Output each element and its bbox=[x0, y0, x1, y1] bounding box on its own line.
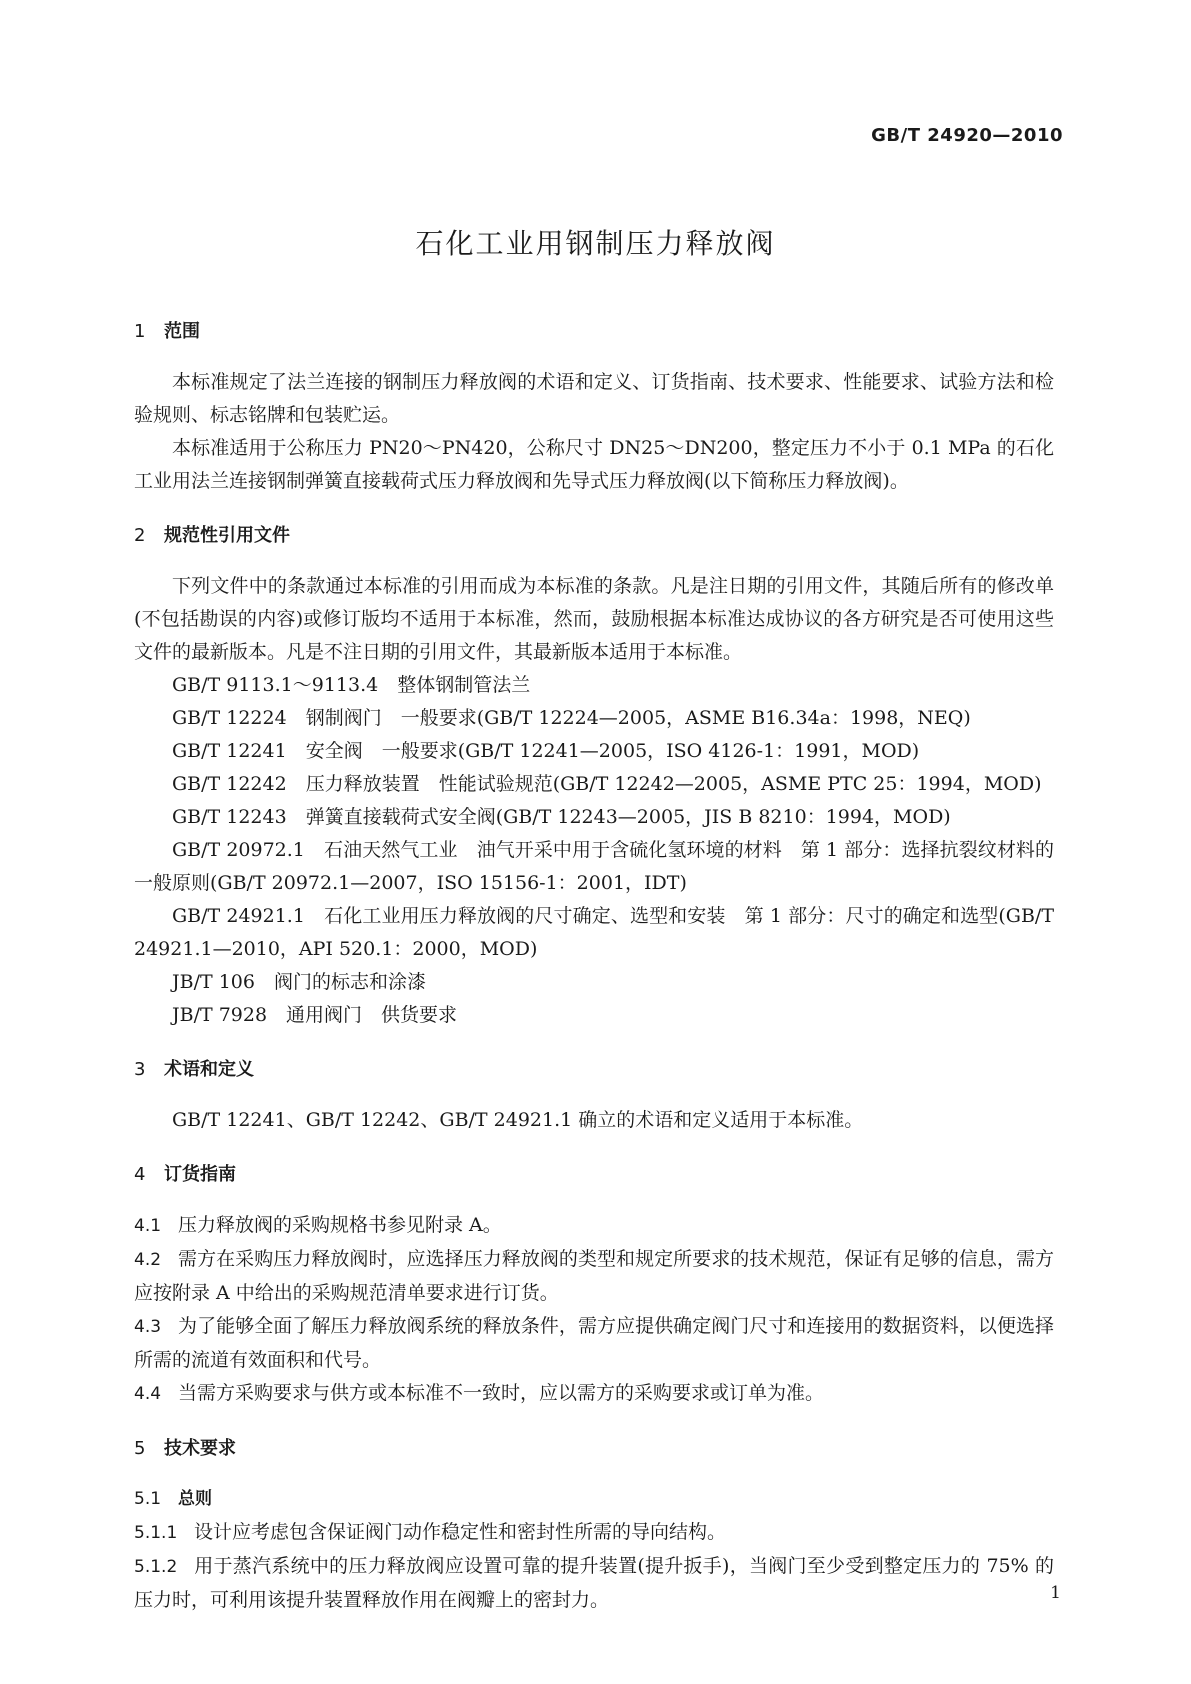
clause-number: 4.1 bbox=[134, 1216, 162, 1236]
section-heading-terms-definitions bbox=[134, 1056, 1054, 1084]
clause-text: 当需方采购要求与供方或本标准不一致时，应以需方的采购要求或订单为准。 bbox=[178, 1382, 825, 1404]
clause-number: 4.3 bbox=[134, 1317, 162, 1337]
scope-paragraph: 本标准适用于公称压力 PN20～PN420，公称尺寸 DN25～DN200，整定压力不小于 0.1 MPa 的石化工业用法兰连接钢制弹簧直接载荷式压力释放阀和先导式压力释放阀(以下简称压力释放阀)。 bbox=[134, 437, 1054, 492]
clause-number: 5.1.1 bbox=[134, 1523, 178, 1543]
reference-item: GB/T 20972.1 石油天然气工业 油气开采中用于含硫化氢环境的材料 第 1 部分：选择抗裂纹材料的一般原则(GB/T 20972.1—2007，ISO 15156-1：2001，IDT) bbox=[134, 839, 1054, 894]
section-heading-scope bbox=[134, 318, 1054, 346]
terms-paragraph: GB/T 12241、GB/T 12242、GB/T 24921.1 确立的术语和定义适用于本标准。 bbox=[172, 1109, 864, 1131]
reference-item: GB/T 12243 弹簧直接载荷式安全阀(GB/T 12243—2005，JIS B 8210：1994，MOD) bbox=[172, 806, 951, 828]
subsection-title: 总则 bbox=[178, 1489, 212, 1509]
subsection-heading-general bbox=[134, 1483, 1054, 1516]
document-body bbox=[134, 318, 1054, 1617]
clause bbox=[134, 1310, 1054, 1377]
section-number: 2 bbox=[134, 525, 146, 546]
section-number: 4 bbox=[134, 1164, 146, 1185]
scope-paragraph: 本标准规定了法兰连接的钢制压力释放阀的术语和定义、订货指南、技术要求、性能要求、试验方法和检验规则、标志铭牌和包装贮运。 bbox=[134, 371, 1054, 426]
standard-code: GB/T 24920—2010 bbox=[871, 125, 1063, 146]
section-number: 5 bbox=[134, 1438, 146, 1459]
clause bbox=[134, 1516, 1054, 1550]
clause bbox=[134, 1243, 1054, 1310]
page-number: 1 bbox=[1050, 1583, 1061, 1603]
reference-item: GB/T 12242 压力释放装置 性能试验规范(GB/T 12242—2005，ASME PTC 25：1994，MOD) bbox=[172, 773, 1042, 795]
section-number: 3 bbox=[134, 1059, 146, 1080]
section-number: 1 bbox=[134, 321, 146, 342]
section-heading-ordering-guide bbox=[134, 1161, 1054, 1189]
clause-number: 4.4 bbox=[134, 1384, 162, 1404]
document-title: 石化工业用钢制压力释放阀 bbox=[415, 227, 776, 260]
clause-text: 用于蒸汽系统中的压力释放阀应设置可靠的提升装置(提升扳手)，当阀门至少受到整定压力的 75% 的压力时，可利用该提升装置释放作用在阀瓣上的密封力。 bbox=[134, 1555, 1054, 1611]
section-heading-normative-references bbox=[134, 522, 1054, 550]
reference-item: GB/T 12224 钢制阀门 一般要求(GB/T 12224—2005，ASME B16.34a：1998，NEQ) bbox=[172, 707, 971, 729]
reference-item: GB/T 9113.1～9113.4 整体钢制管法兰 bbox=[172, 674, 531, 696]
clause bbox=[134, 1377, 1054, 1411]
subsection-number: 5.1 bbox=[134, 1489, 162, 1509]
section-title: 术语和定义 bbox=[164, 1059, 254, 1080]
clause-text: 设计应考虑包含保证阀门动作稳定性和密封性所需的导向结构。 bbox=[194, 1521, 727, 1543]
section-title: 范围 bbox=[164, 321, 200, 342]
section-title: 技术要求 bbox=[164, 1438, 236, 1459]
reference-item: GB/T 12241 安全阀 一般要求(GB/T 12241—2005，ISO 4126-1：1991，MOD) bbox=[172, 740, 920, 762]
section-title: 订货指南 bbox=[164, 1164, 236, 1185]
reference-item: JB/T 106 阀门的标志和涂漆 bbox=[172, 971, 426, 993]
clause-number: 4.2 bbox=[134, 1250, 162, 1270]
clause-text: 压力释放阀的采购规格书参见附录 A。 bbox=[178, 1214, 502, 1236]
clause-text: 需方在采购压力释放阀时，应选择压力释放阀的类型和规定所要求的技术规范，保证有足够的信息，需方应按附录 A 中给出的采购规范清单要求进行订货。 bbox=[134, 1248, 1054, 1304]
clause bbox=[134, 1550, 1054, 1617]
clause bbox=[134, 1209, 1054, 1243]
section-title: 规范性引用文件 bbox=[164, 525, 290, 546]
section-heading-technical-requirements bbox=[134, 1435, 1054, 1463]
reference-item: JB/T 7928 通用阀门 供货要求 bbox=[172, 1004, 458, 1026]
reference-item: GB/T 24921.1 石化工业用压力释放阀的尺寸确定、选型和安装 第 1 部分：尺寸的确定和选型(GB/T 24921.1—2010，API 520.1：2000，MOD) bbox=[134, 905, 1054, 960]
references-intro-paragraph: 下列文件中的条款通过本标准的引用而成为本标准的条款。凡是注日期的引用文件，其随后所有的修改单(不包括勘误的内容)或修订版均不适用于本标准，然而，鼓励根据本标准达成协议的各方研究是否可使用这些文件的最新版本。凡是不注日期的引用文件，其最新版本适用于本标准。 bbox=[134, 575, 1054, 663]
clause-text: 为了能够全面了解压力释放阀系统的释放条件，需方应提供确定阀门尺寸和连接用的数据资料，以便选择所需的流道有效面积和代号。 bbox=[134, 1315, 1054, 1371]
clause-number: 5.1.2 bbox=[134, 1557, 178, 1577]
